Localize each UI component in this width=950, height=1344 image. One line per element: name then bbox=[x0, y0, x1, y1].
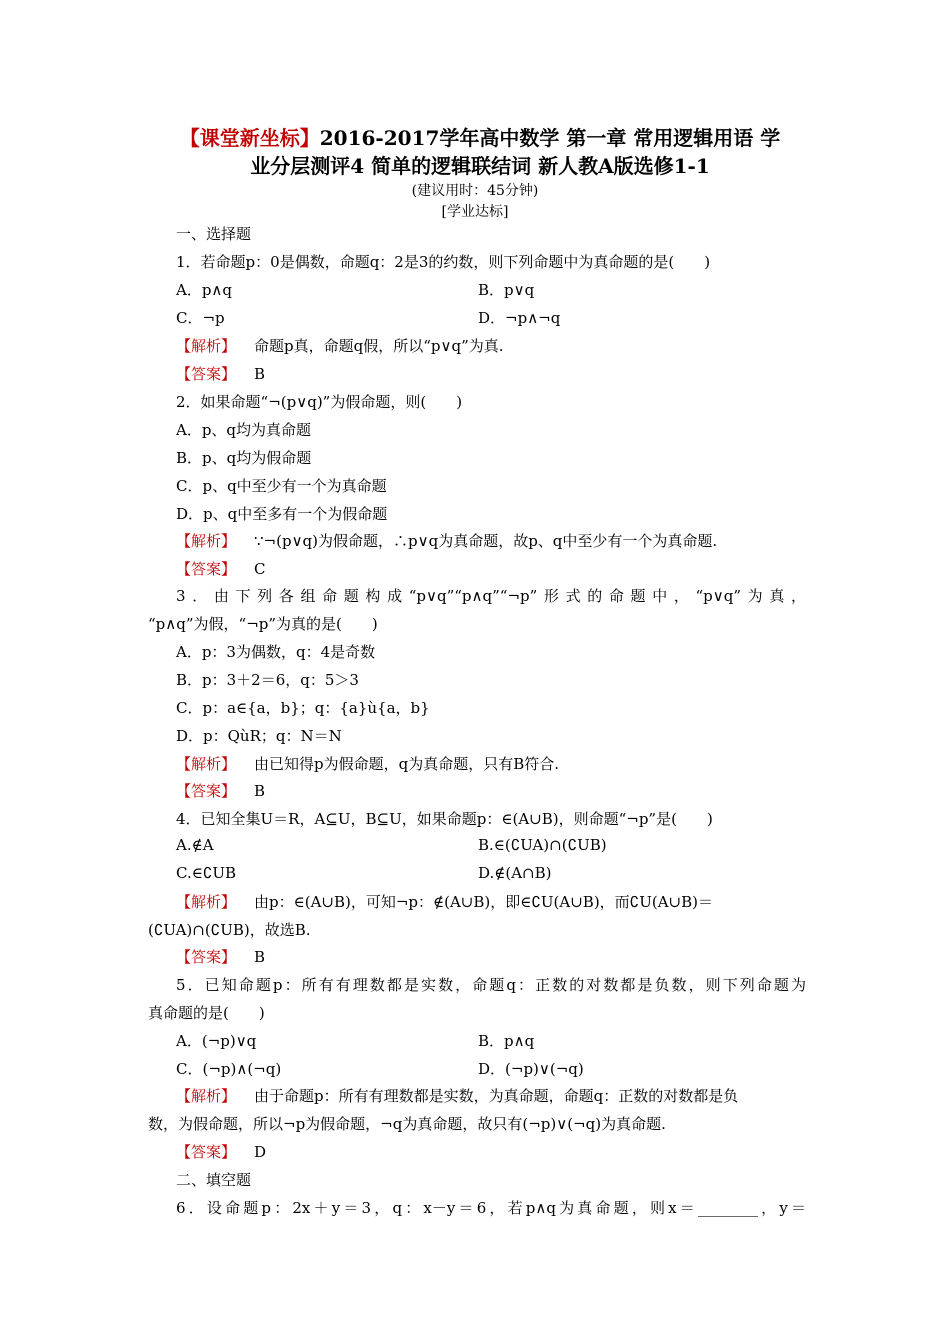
title-bracket: 【课堂新坐标】 bbox=[179, 126, 320, 150]
option-a: A.∉A bbox=[176, 836, 214, 854]
option-a: A．p∧q bbox=[176, 281, 233, 299]
analysis-line bbox=[176, 530, 717, 551]
option-b: B.∈(∁UA)∩(∁UB) bbox=[478, 836, 607, 854]
analysis-line bbox=[176, 891, 713, 912]
analysis-tag: 【解析】 bbox=[176, 532, 237, 550]
title-line2: 业分层测评4 简单的逻辑联结词 新人教A版选修1-1 bbox=[250, 154, 710, 178]
answer-text: B bbox=[254, 782, 266, 800]
answer-tag: 【答案】 bbox=[176, 560, 237, 578]
option-d: D.∉(A∩B) bbox=[478, 864, 552, 882]
option-c: C．¬p bbox=[176, 309, 225, 327]
answer-line bbox=[176, 780, 265, 801]
option-a: A．p：3为偶数，q：4是奇数 bbox=[176, 643, 376, 661]
analysis-text: 由已知得p为假命题，q为真命题，只有B符合. bbox=[254, 755, 560, 773]
option-c: C．p：a∈{a，b}；q：{a}ù{a，b} bbox=[176, 699, 430, 717]
option-c: C.∈∁UB bbox=[176, 864, 237, 882]
analysis-line bbox=[176, 753, 559, 774]
analysis-text: 由p：∈(A∪B)，可知¬p：∉(A∪B)，即∈∁U(A∪B)，而∁U(A∪B)＝ bbox=[254, 893, 713, 911]
analysis-text-cont: (∁UA)∩(∁UB)，故选B. bbox=[148, 921, 311, 939]
option-b: B．p：3＋2＝6，q：5＞3 bbox=[176, 671, 359, 689]
option-a: A．p、q均为真命题 bbox=[176, 421, 312, 439]
option-d: D．(¬p)∨(¬q) bbox=[478, 1060, 584, 1078]
answer-tag: 【答案】 bbox=[176, 782, 237, 800]
section-heading: 二、填空题 bbox=[176, 1171, 252, 1189]
answer-tag: 【答案】 bbox=[176, 365, 237, 383]
question-stem: 3．由下列各组命题构成“p∨q”“p∧q”“¬p”形式的命题中，“p∨q”为真， bbox=[176, 587, 806, 605]
analysis-text: 由于命题p：所有有理数都是实数，为真命题，命题q：正数的对数都是负 bbox=[254, 1087, 739, 1105]
option-b: B．p∧q bbox=[478, 1032, 535, 1050]
analysis-text: 命题p真，命题q假，所以“p∨q”为真. bbox=[254, 337, 504, 355]
time-note: (建议用时：45分钟) bbox=[411, 183, 539, 199]
level-label: [学业达标] bbox=[441, 204, 509, 220]
option-d: D．¬p∧¬q bbox=[478, 309, 561, 327]
question-stem-cont: 真命题的是( ) bbox=[148, 1004, 265, 1022]
question-stem: 4．已知全集U＝R，A⊆U，B⊆U，如果命题p：∈(A∪B)，则命题“¬p”是( ) bbox=[176, 810, 713, 828]
question-stem: 6．设命题p：2x＋y＝3，q：x－y＝6，若p∧q为真命题，则x＝________，y＝ bbox=[176, 1199, 806, 1217]
answer-line bbox=[176, 558, 266, 579]
answer-line bbox=[176, 363, 265, 384]
analysis-line bbox=[176, 1085, 738, 1106]
analysis-tag: 【解析】 bbox=[176, 337, 237, 355]
option-c: C．p、q中至少有一个为真命题 bbox=[176, 477, 387, 495]
option-c: C．(¬p)∧(¬q) bbox=[176, 1060, 282, 1078]
answer-line bbox=[176, 1141, 266, 1162]
answer-tag: 【答案】 bbox=[176, 1143, 237, 1161]
document-title bbox=[150, 124, 810, 180]
section-heading: 一、选择题 bbox=[176, 225, 252, 243]
option-b: B．p、q均为假命题 bbox=[176, 449, 312, 467]
answer-text: C bbox=[254, 560, 266, 578]
option-d: D．p：QùR；q：N＝N bbox=[176, 727, 342, 745]
question-stem: 1．若命题p：0是偶数，命题q：2是3的约数，则下列命题中为真命题的是( ) bbox=[176, 253, 711, 271]
option-d: D．p、q中至多有一个为假命题 bbox=[176, 505, 388, 523]
analysis-text-cont: 数，为假命题，所以¬p为假命题，¬q为真命题，故只有(¬p)∨(¬q)为真命题. bbox=[148, 1115, 666, 1133]
analysis-tag: 【解析】 bbox=[176, 1087, 237, 1105]
option-a: A．(¬p)∨q bbox=[176, 1032, 257, 1050]
question-stem-cont: “p∧q”为假，“¬p”为真的是( ) bbox=[148, 615, 378, 633]
title-line1: 2016-2017学年高中数学 第一章 常用逻辑用语 学 bbox=[319, 126, 781, 150]
analysis-text: ∵¬(p∨q)为假命题，∴p∨q为真命题，故p、q中至少有一个为真命题. bbox=[254, 532, 718, 550]
question-stem: 5．已知命题p：所有有理数都是实数，命题q：正数的对数都是负数，则下列命题为 bbox=[176, 976, 806, 994]
option-b: B．p∨q bbox=[478, 281, 535, 299]
answer-text: B bbox=[254, 365, 266, 383]
answer-line bbox=[176, 946, 265, 967]
analysis-tag: 【解析】 bbox=[176, 755, 237, 773]
answer-text: D bbox=[254, 1143, 267, 1161]
answer-tag: 【答案】 bbox=[176, 948, 237, 966]
answer-text: B bbox=[254, 948, 266, 966]
analysis-tag: 【解析】 bbox=[176, 893, 237, 911]
analysis-line bbox=[176, 335, 504, 356]
question-stem: 2．如果命题“¬(p∨q)”为假命题，则( ) bbox=[176, 393, 463, 411]
